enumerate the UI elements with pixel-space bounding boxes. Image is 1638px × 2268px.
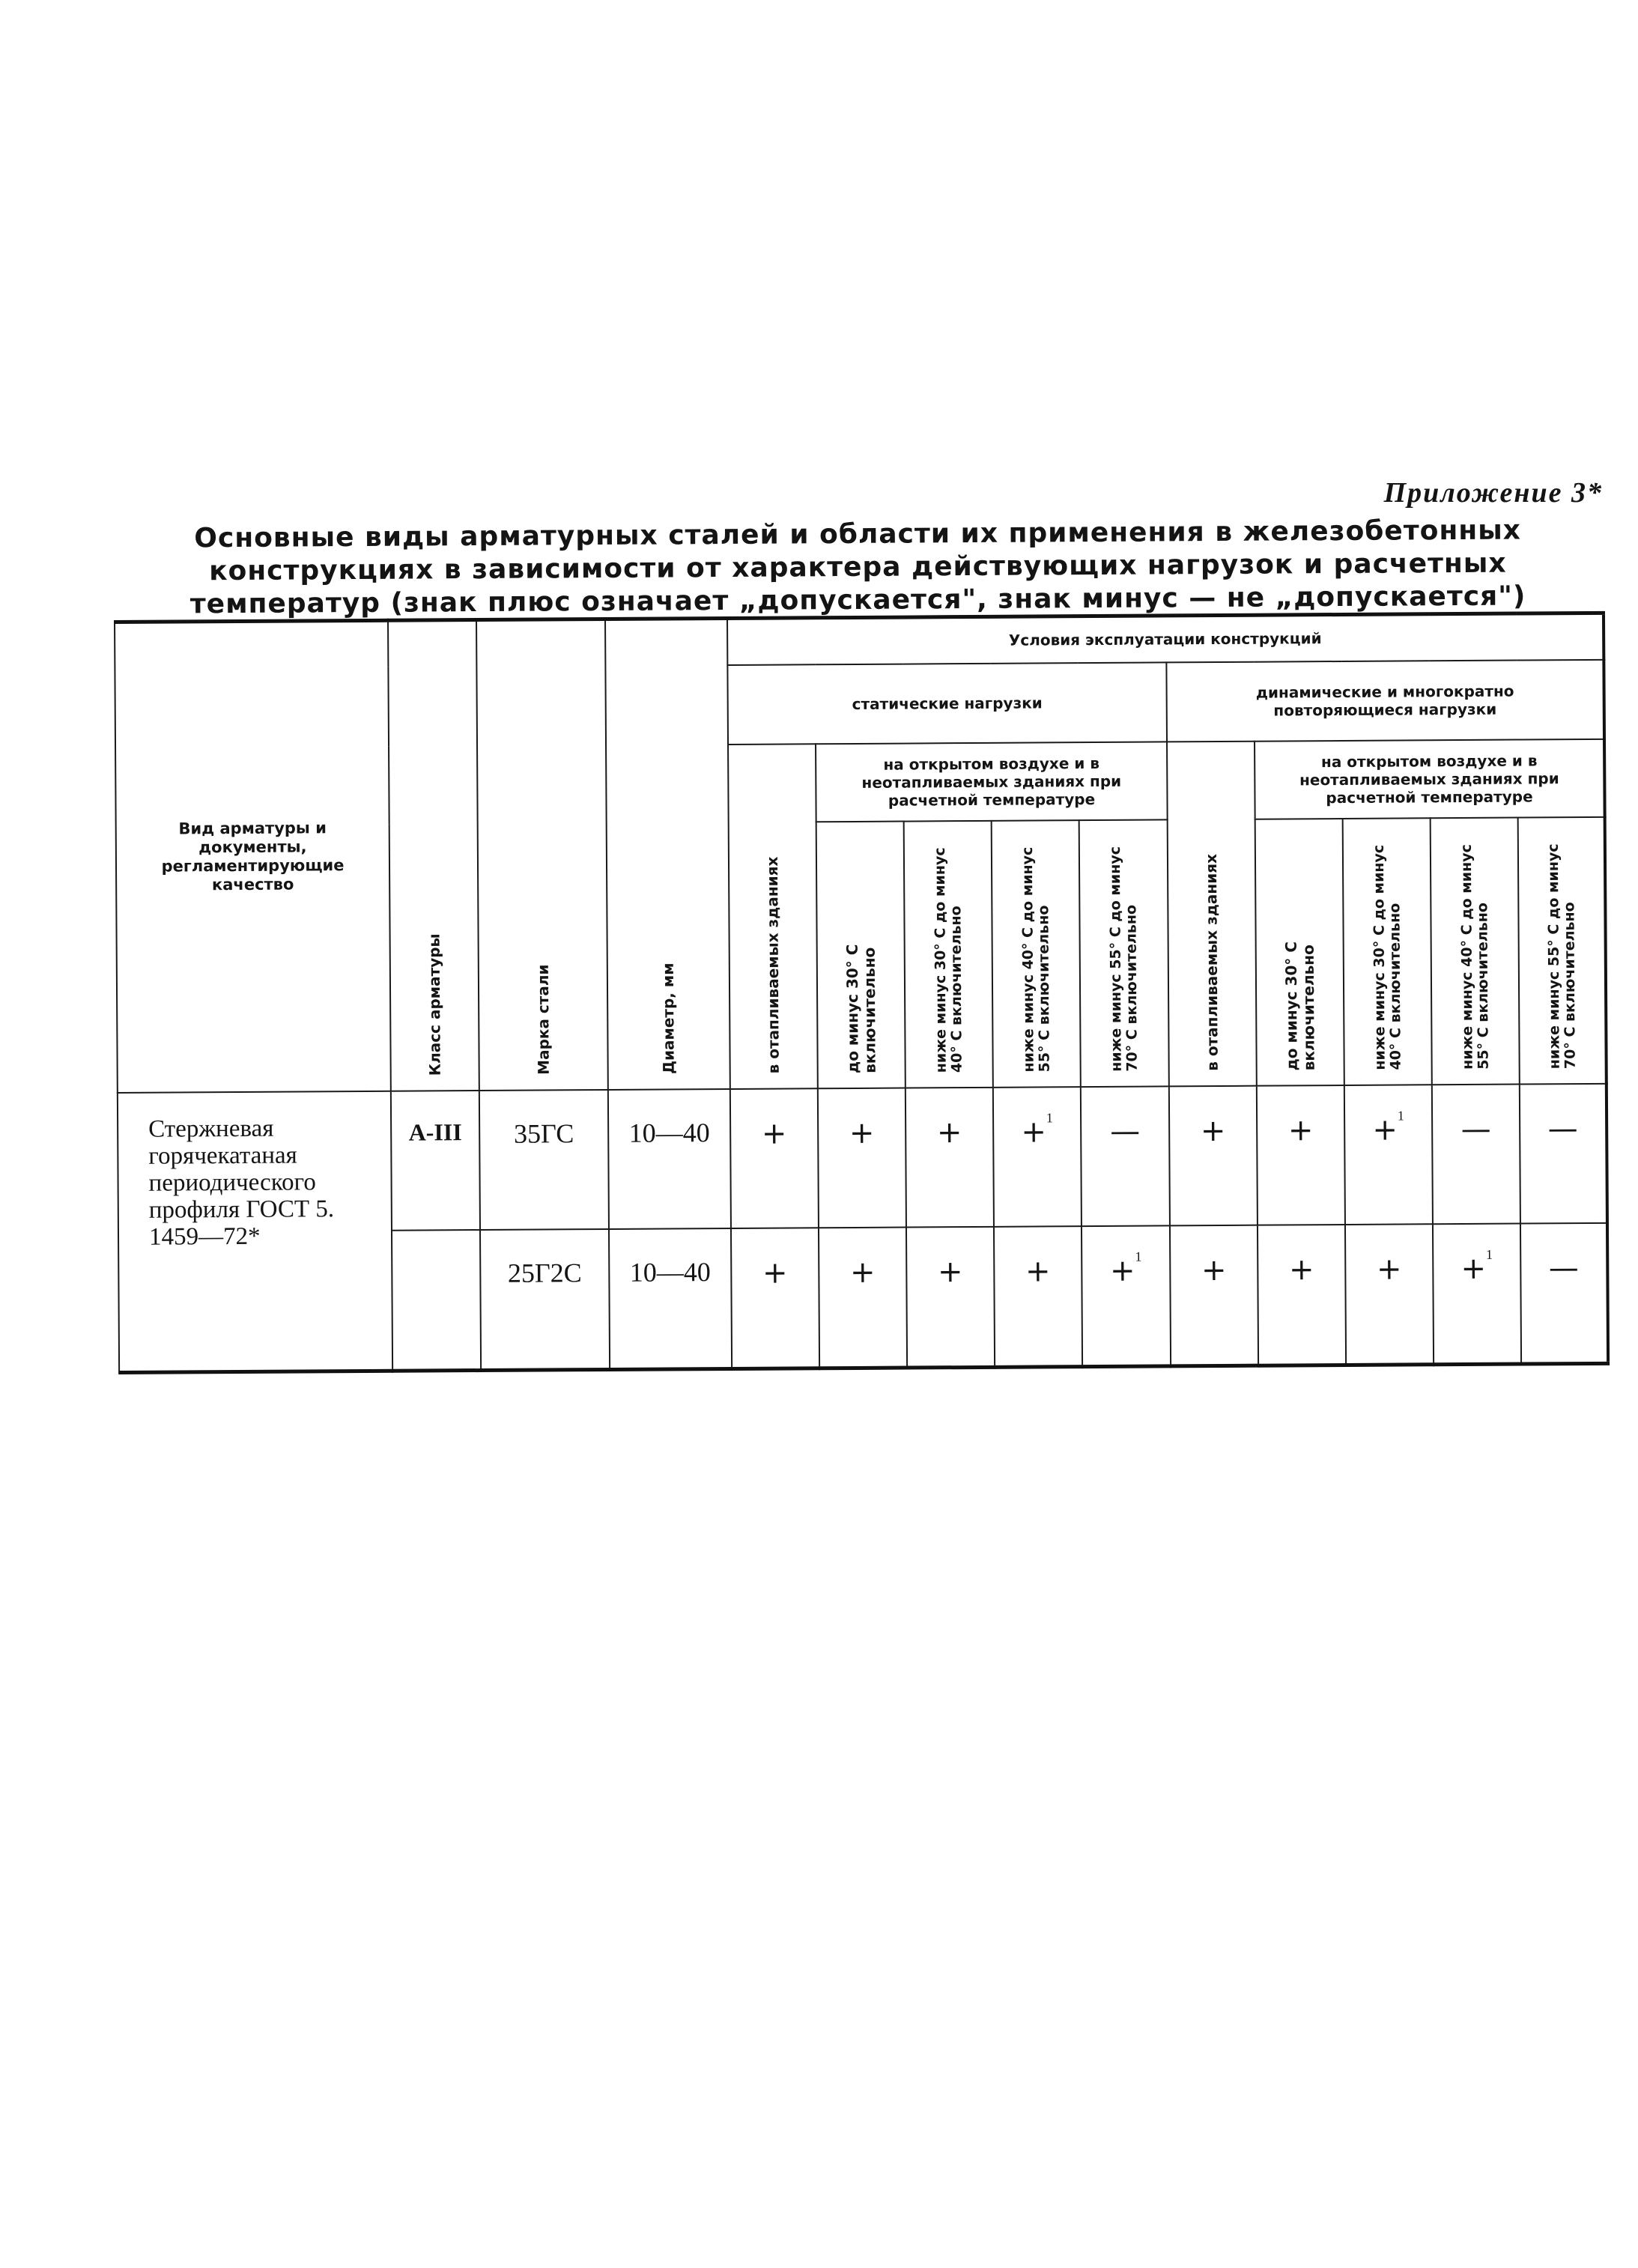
header-grade bbox=[476, 619, 608, 1090]
mark-symbol: + bbox=[849, 1115, 875, 1150]
cell-mark bbox=[730, 1088, 819, 1228]
header-temp-2-dynamic-text: ниже минус 30° С до минус 40° С включительно bbox=[1370, 844, 1404, 1070]
mark-symbol: + bbox=[1372, 1112, 1398, 1147]
mark-symbol: + bbox=[1025, 1253, 1051, 1289]
cell-diameter: 10—40 bbox=[609, 1228, 732, 1368]
cell-mark bbox=[994, 1226, 1082, 1367]
cell-mark bbox=[1344, 1085, 1433, 1225]
mark-symbol: + bbox=[1287, 1112, 1314, 1147]
header-group-static: статические нагрузки bbox=[727, 662, 1167, 745]
mark-footnote: 1 bbox=[1397, 1107, 1404, 1124]
mark-symbol: + bbox=[1460, 1251, 1487, 1286]
cell-mark bbox=[1081, 1086, 1170, 1226]
header-temp-3-dynamic-text: ниже минус 40° С до минус 55° С включительно bbox=[1457, 843, 1492, 1070]
mark-symbol: — bbox=[1110, 1114, 1141, 1149]
cell-mark bbox=[1169, 1085, 1258, 1225]
header-temp-3-static bbox=[992, 820, 1081, 1088]
mark-footnote: 1 bbox=[1046, 1109, 1053, 1125]
mark-symbol: + bbox=[849, 1255, 876, 1290]
mark-symbol: + bbox=[1201, 1252, 1227, 1288]
cell-mark bbox=[906, 1226, 995, 1367]
mark-symbol: — bbox=[1547, 1111, 1578, 1146]
mark-footnote: 1 bbox=[1135, 1249, 1142, 1264]
cell-mark bbox=[1082, 1225, 1171, 1366]
cell-class bbox=[392, 1230, 481, 1371]
cell-mark bbox=[1432, 1084, 1520, 1224]
mark-symbol: + bbox=[762, 1255, 788, 1291]
header-temp-3-static-text: ниже минус 40° С до минус 55° С включительно bbox=[1019, 846, 1053, 1073]
cell-mark bbox=[1345, 1224, 1434, 1365]
mark-symbol: + bbox=[937, 1254, 963, 1289]
cell-mark bbox=[1257, 1085, 1345, 1225]
header-temp-4-static bbox=[1079, 819, 1169, 1087]
cell-mark bbox=[1520, 1222, 1608, 1363]
cell-class: A-III bbox=[391, 1091, 480, 1231]
document-title: Основные виды арматурных сталей и области их применения в железобетонных конструкциях в зависимости от характера действующих нагрузок и расчетных температур (знак плюс означает „допускается", знак минус — не „допускается") bbox=[189, 515, 1526, 620]
header-temp-2-static-text: ниже минус 30° С до минус 40° С включительно bbox=[931, 846, 965, 1073]
mark-footnote: 1 bbox=[1485, 1246, 1493, 1262]
cell-grade: 25Г2С bbox=[480, 1228, 610, 1370]
header-temp-1-static bbox=[816, 821, 906, 1088]
header-class bbox=[388, 620, 479, 1091]
header-grade-text: Марка стали bbox=[533, 964, 553, 1076]
header-heated-static-text: в отапливаемых зданиях bbox=[762, 856, 783, 1074]
cell-diameter: 10—40 bbox=[608, 1088, 731, 1228]
mark-symbol: + bbox=[1376, 1252, 1402, 1287]
header-group-main: Условия эксплуатации конструкций bbox=[727, 613, 1604, 664]
cell-mark bbox=[993, 1087, 1082, 1227]
mark-symbol: + bbox=[1288, 1252, 1314, 1287]
appendix-label: Приложение 3* bbox=[1383, 477, 1603, 509]
cell-mark bbox=[1520, 1083, 1607, 1223]
mark-symbol: + bbox=[1200, 1113, 1226, 1148]
header-group-dynamic: динамические и многократно повторяющиеся нагрузки bbox=[1166, 659, 1604, 742]
mark-symbol: + bbox=[761, 1116, 787, 1151]
header-kind-text: Вид арматуры и документы, регламентирующие качество bbox=[161, 819, 345, 894]
header-heated-static bbox=[728, 744, 818, 1089]
header-temp-4-dynamic-text: ниже минус 55° С до минус 70° С включительно bbox=[1544, 843, 1579, 1069]
cell-grade: 35ГС bbox=[479, 1089, 609, 1229]
cell-mark bbox=[1433, 1223, 1521, 1364]
header-heated-dynamic bbox=[1167, 741, 1257, 1086]
header-temp-2-dynamic bbox=[1343, 818, 1432, 1085]
cell-mark bbox=[906, 1087, 994, 1227]
header-temp-1-static-text: до минус 30° С включительно bbox=[843, 944, 879, 1073]
cell-mark bbox=[818, 1088, 906, 1228]
header-temp-1-dynamic bbox=[1255, 818, 1344, 1085]
header-kind bbox=[115, 620, 391, 1092]
header-temp-1-dynamic-text: до минус 30° С включительно bbox=[1281, 941, 1318, 1070]
mark-symbol: — bbox=[1548, 1250, 1579, 1285]
header-heated-dynamic-text: в отапливаемых зданиях bbox=[1201, 853, 1222, 1071]
cell-mark bbox=[1170, 1225, 1258, 1365]
cell-mark bbox=[1258, 1224, 1346, 1365]
header-temp-4-static-text: ниже минус 55° С до минус 70° С включительно bbox=[1106, 846, 1141, 1072]
mark-symbol: — bbox=[1460, 1112, 1491, 1147]
header-diameter bbox=[605, 618, 730, 1089]
header-outdoor-dynamic: на открытом воздухе и в неотапливаемых зданиях при расчетной температуре bbox=[1255, 739, 1605, 819]
header-diameter-text: Диаметр, мм bbox=[658, 962, 678, 1075]
mark-symbol: + bbox=[936, 1115, 962, 1150]
header-temp-2-static bbox=[904, 820, 993, 1088]
header-temp-3-dynamic bbox=[1431, 817, 1520, 1085]
header-temp-4-dynamic bbox=[1518, 816, 1607, 1084]
steel-application-table bbox=[114, 611, 1607, 1374]
mark-symbol: + bbox=[1021, 1114, 1047, 1150]
cell-mark bbox=[819, 1227, 907, 1368]
mark-symbol: + bbox=[1109, 1253, 1135, 1288]
table-row bbox=[118, 1083, 1607, 1231]
cell-mark bbox=[731, 1228, 819, 1368]
header-class-text: Класс арматуры bbox=[425, 933, 444, 1076]
header-outdoor-static: на открытом воздухе и в неотапливаемых зданиях при расчетной температуре bbox=[816, 742, 1168, 822]
row-description: Стержневая горячекатаная периодического профиля ГОСТ 5. 1459—72* bbox=[118, 1091, 392, 1372]
